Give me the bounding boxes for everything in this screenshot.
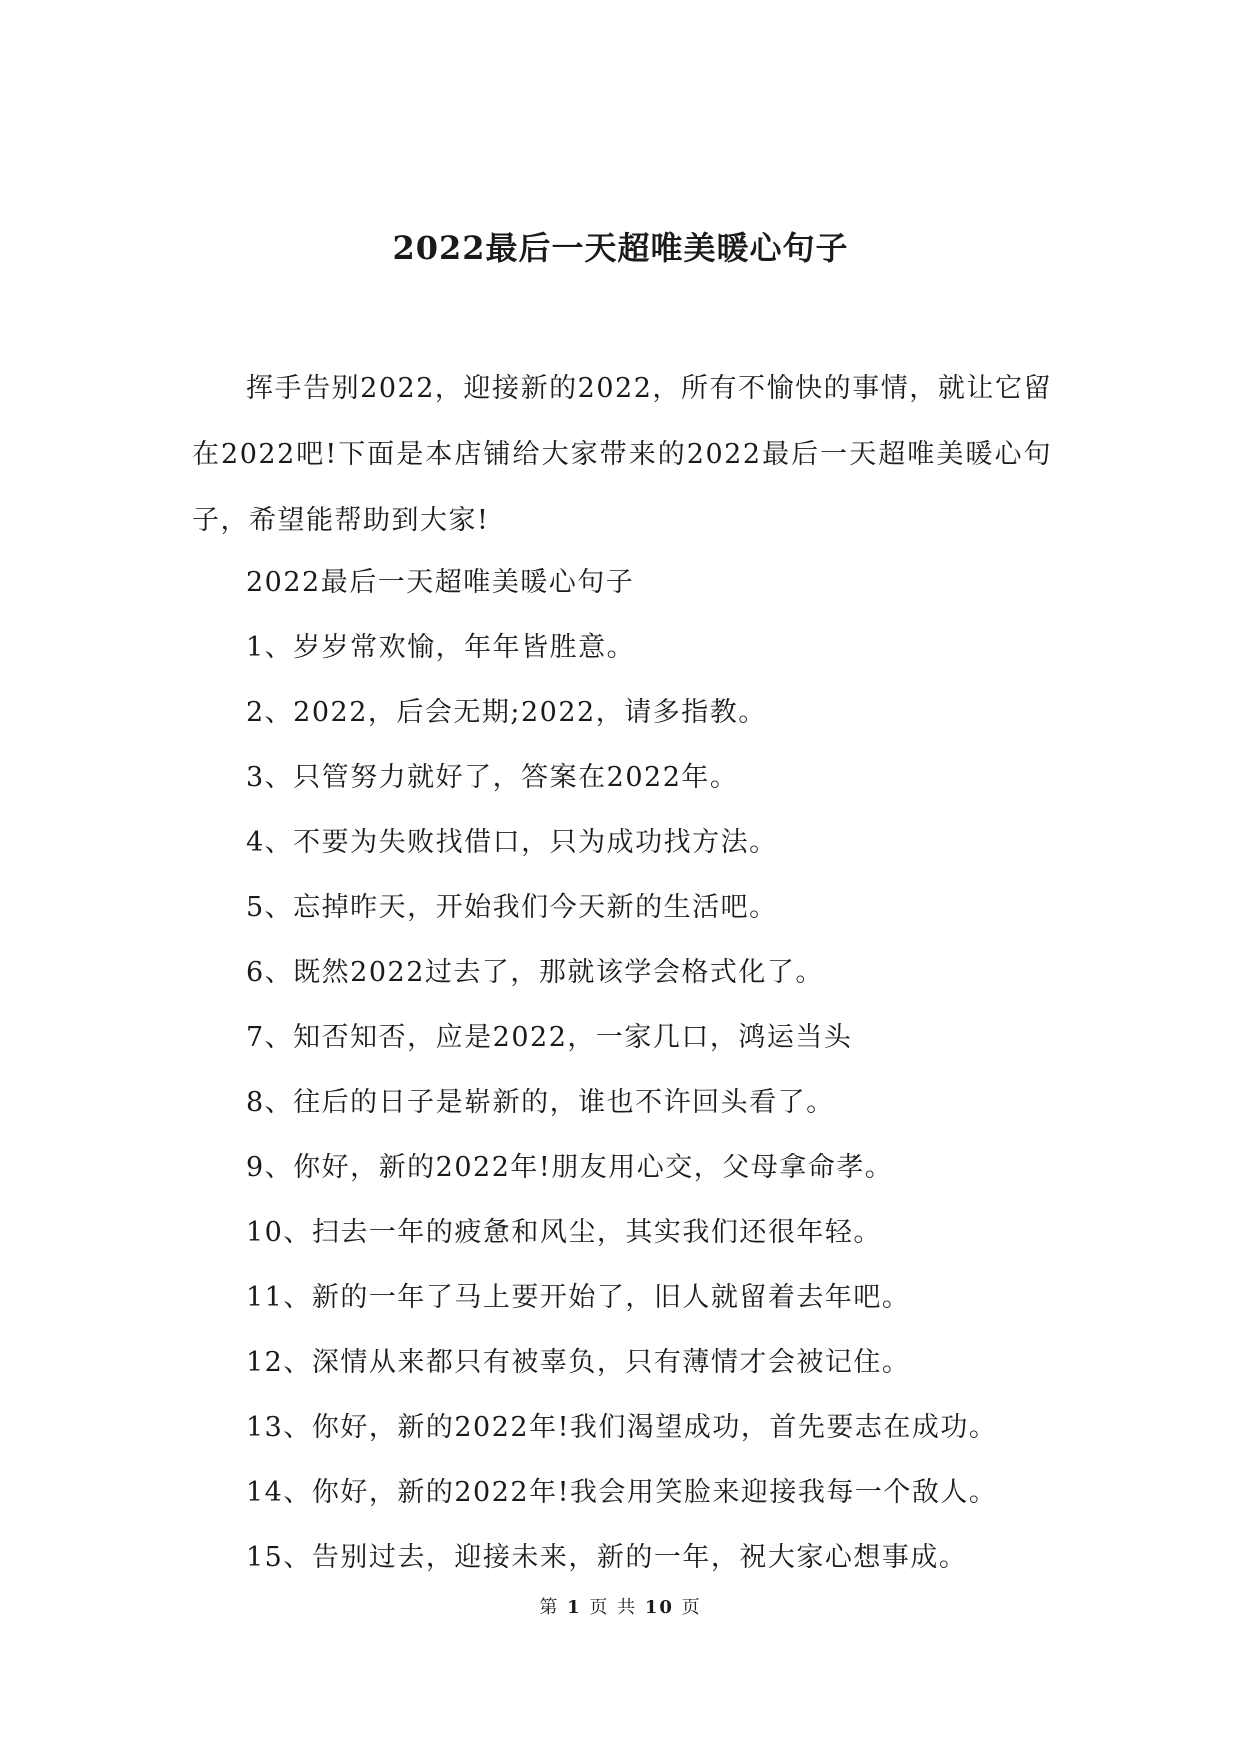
list-item: 10、扫去一年的疲惫和风尘，其实我们还很年轻。 [246,1217,882,1248]
page-footer [0,1596,1241,1620]
list-item: 1、岁岁常欢愉，年年皆胜意。 [246,632,636,663]
footer-prefix: 第 [539,1597,560,1618]
document-title: 2022最后一天超唯美暖心句子 [392,229,849,267]
intro-paragraph: 挥手告别2022，迎接新的2022，所有不愉快的事情，就让它留在2022吧!下面是本店铺给大家带来的2022最后一天超唯美暖心句子，希望能帮助到大家! [192,373,1052,536]
list-item: 6、既然2022过去了，那就该学会格式化了。 [246,957,824,988]
list-item: 3、只管努力就好了，答案在2022年。 [246,762,739,793]
footer-middle: 页 共 [589,1597,638,1618]
list-item: 11、新的一年了马上要开始了，旧人就留着去年吧。 [246,1282,911,1313]
list-item: 8、往后的日子是崭新的，谁也不许回头看了。 [246,1087,835,1118]
sentence-list [246,550,1046,1590]
list-item: 9、你好，新的2022年!朋友用心交，父母拿命孝。 [246,1152,894,1183]
list-item: 13、你好，新的2022年!我们渴望成功，首先要志在成功。 [246,1412,998,1443]
list-item: 7、知否知否，应是2022，一家几口，鸿运当头 [246,1022,853,1053]
list-item: 15、告别过去，迎接未来，新的一年，祝大家心想事成。 [246,1542,968,1573]
list-item: 5、忘掉昨天，开始我们今天新的生活吧。 [246,892,778,923]
subheading: 2022最后一天超唯美暖心句子 [246,567,635,598]
list-item: 2、2022，后会无期;2022，请多指教。 [246,697,767,728]
total-pages-number: 10 [644,1597,674,1618]
list-item: 4、不要为失败找借口，只为成功找方法。 [246,827,778,858]
current-page-number: 1 [567,1597,582,1618]
list-item: 14、你好，新的2022年!我会用笑脸来迎接我每一个敌人。 [246,1477,998,1508]
footer-suffix: 页 [681,1597,702,1618]
list-item: 12、深情从来都只有被辜负，只有薄情才会被记住。 [246,1347,911,1378]
